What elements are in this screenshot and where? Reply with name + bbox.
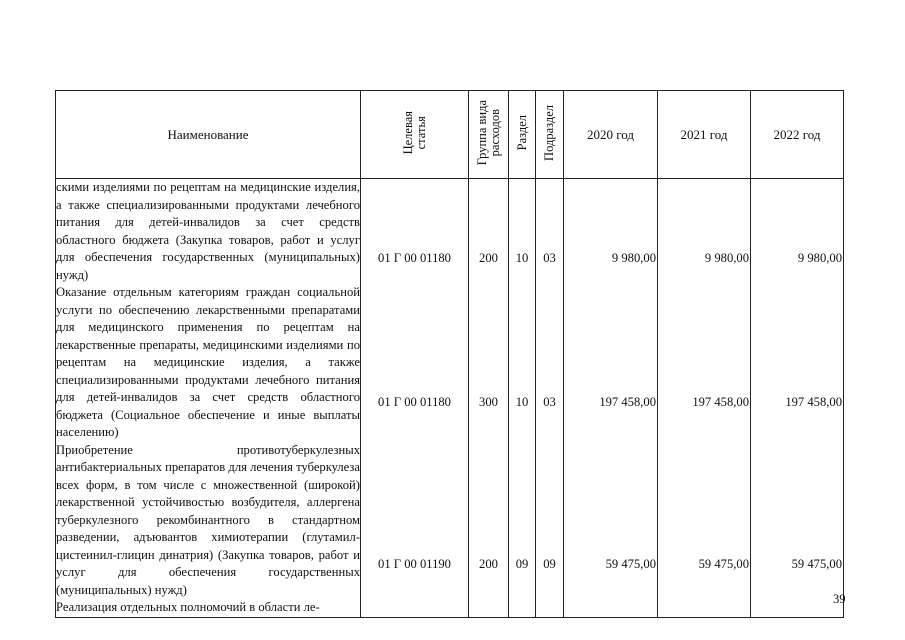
- row-1-y2020: 9 980,00: [611, 251, 656, 265]
- row-1-subsection: 03: [543, 251, 556, 265]
- group-column: [469, 179, 509, 618]
- row-2-group: 300: [479, 395, 498, 409]
- section-column: [509, 179, 536, 618]
- row-3-target: 01 Г 00 01190: [378, 557, 451, 571]
- row-2-y2022: 197 458,00: [785, 395, 842, 409]
- target-column: [361, 179, 469, 618]
- row-2-y2020: 197 458,00: [599, 395, 656, 409]
- row-2-target: 01 Г 00 01180: [378, 395, 451, 409]
- header-2021: 2021 год: [658, 91, 751, 179]
- row-4-name: Реализация отдельных полномочий в области ле-: [56, 600, 320, 614]
- row-3-section: 09: [515, 557, 529, 571]
- row-3-group: 200: [479, 557, 498, 571]
- row-1-y2021: 9 980,00: [704, 251, 749, 265]
- year-2021-column: [658, 179, 751, 618]
- table-header-row: [56, 91, 844, 179]
- row-2-name: Оказание отдельным категориям граждан социальной услуги по обеспечению лекарственными препаратами для медицинского применения по рецептам на лекарственные препараты, медицинскими изделиями по рецептам на медицинские изделия, а также специализированными продуктами лечебного питания для детей-инвалидов за счет средств областного бюджета (Социальное обеспечение и иные выплаты населению): [56, 285, 360, 439]
- header-2022: 2022 год: [751, 91, 844, 179]
- row-1-target: 01 Г 00 01180: [378, 251, 451, 265]
- budget-table: [55, 90, 844, 618]
- subsection-column: [536, 179, 564, 618]
- row-1-group: 200: [479, 251, 498, 265]
- row-2-subsection: 03: [543, 395, 556, 409]
- header-section: Раздел: [509, 91, 536, 179]
- header-2020: 2020 год: [564, 91, 658, 179]
- row-3-y2020: 59 475,00: [605, 557, 656, 571]
- row-3-subsection: 09: [543, 557, 556, 571]
- row-3-name: Приобретение противотуберкулезных антибактериальных препаратов для лечения туберкулеза всех форм, в том числе с множественной (широкой) лекарственной устойчивостью возбудителя, аллергена туберкулезного рекомбинантного в стандартном разведении, адъювантов химиотерапии (глутамил-цистеинил-глицин динатрия) (Закупка товаров, работ и услуг для обеспечения государственных (муниципальных) нужд): [56, 442, 360, 597]
- name-column: [56, 179, 361, 618]
- header-name: Наименование: [56, 91, 361, 179]
- row-1-section: 10: [515, 251, 529, 265]
- page-number: 39: [833, 592, 846, 606]
- row-1-y2022: 9 980,00: [797, 251, 842, 265]
- year-2020-column: [564, 179, 658, 618]
- header-group: Группа вида расходов: [469, 91, 509, 179]
- header-subsection: Подраздел: [536, 91, 564, 179]
- row-3-y2021: 59 475,00: [698, 557, 749, 571]
- row-2-section: 10: [515, 395, 529, 409]
- row-1-name: скими изделиями по рецептам на медицинские изделия, а также специализированными продуктами лечебного питания для детей-инвалидов за счет средств областного бюджета (Закупка товаров, работ и услуг для обеспечения государственных (муниципальных) нужд): [56, 180, 360, 282]
- table-body-row: [56, 179, 844, 618]
- row-3-y2022: 59 475,00: [791, 557, 842, 571]
- header-target: Целевая статья: [361, 91, 469, 179]
- year-2022-column: [751, 179, 844, 618]
- row-2-y2021: 197 458,00: [692, 395, 749, 409]
